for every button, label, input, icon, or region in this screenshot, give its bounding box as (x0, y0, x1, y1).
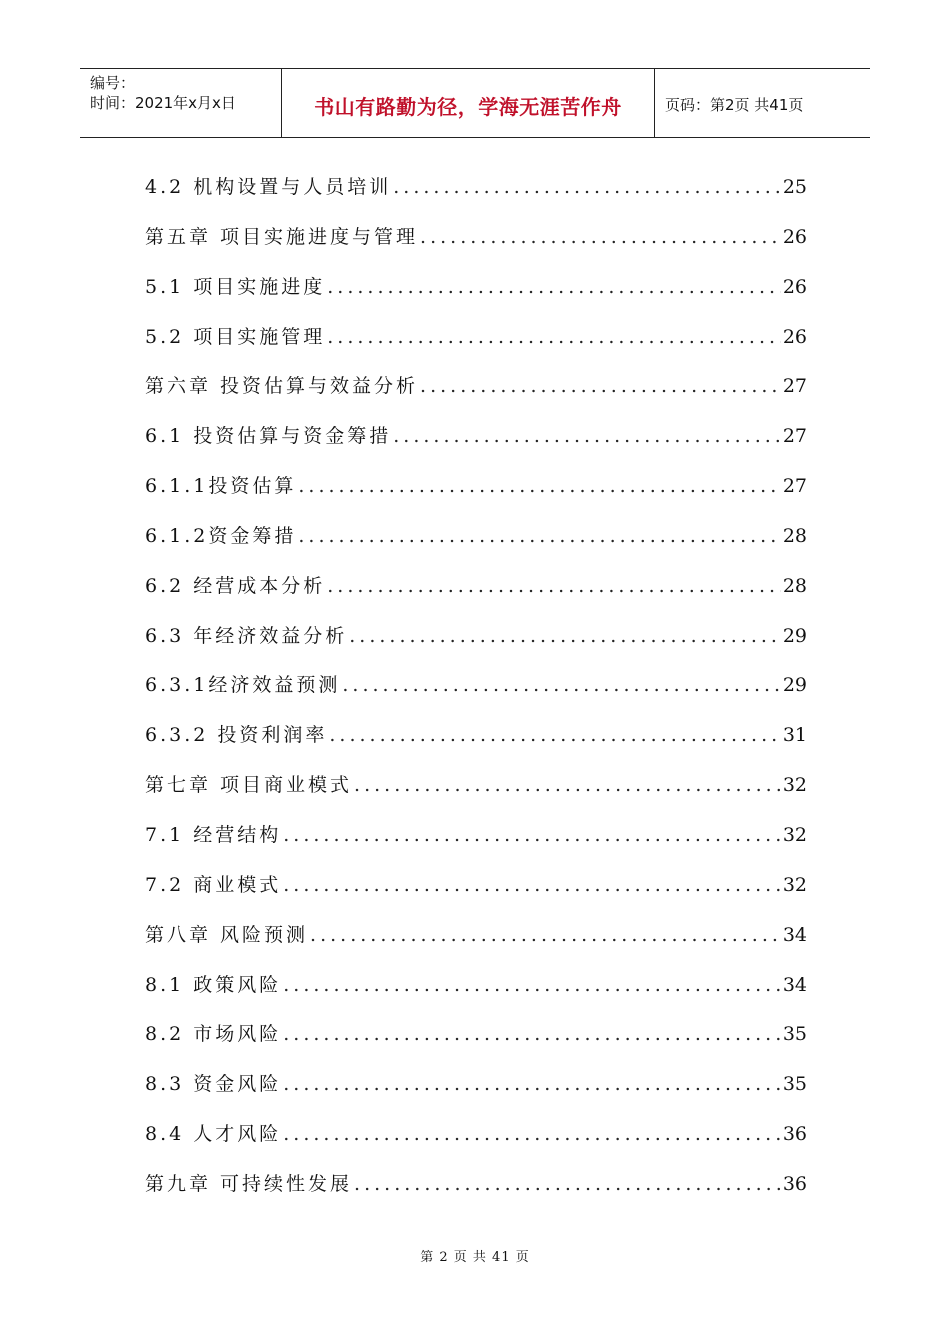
toc-entry-page: 35 (782, 1023, 807, 1046)
toc-dot-leader (327, 326, 781, 348)
toc-entry[interactable] (145, 766, 807, 816)
toc-entry[interactable] (145, 916, 807, 966)
toc-dot-leader (283, 974, 781, 996)
toc-dot-leader (393, 425, 781, 447)
toc-dot-leader (354, 774, 781, 796)
toc-entry[interactable] (145, 218, 807, 268)
toc-entry[interactable] (145, 367, 807, 417)
toc-entry[interactable] (145, 866, 807, 916)
date-text: 时间：2021年x月x日 (90, 94, 236, 112)
toc-line (145, 571, 807, 598)
toc-entry-page: 32 (782, 823, 807, 846)
toc-dot-leader (298, 525, 780, 547)
toc-entry-page: 29 (782, 674, 807, 697)
toc-entry-title: 第五章 项目实施进度与管理 (145, 225, 419, 248)
toc-entry-page: 36 (782, 1172, 807, 1195)
toc-entry-page: 35 (782, 1073, 807, 1096)
toc-line (145, 970, 807, 997)
toc-line (145, 621, 807, 648)
toc-dot-leader (420, 375, 781, 397)
toc-entry[interactable] (145, 517, 807, 567)
toc-entry-page: 34 (782, 923, 807, 946)
number-label: 编号： (90, 74, 136, 92)
toc-line (145, 820, 807, 847)
toc-entry-title: 8.1 政策风险 (145, 973, 282, 996)
toc-entry-page: 26 (782, 225, 807, 248)
toc-entry-title: 6.1 投资估算与资金筹措 (145, 425, 392, 448)
toc-dot-leader (283, 874, 781, 896)
toc-line (145, 371, 807, 398)
toc-line (145, 870, 807, 897)
header-page-cell (655, 69, 870, 137)
toc-entry-page: 26 (782, 325, 807, 348)
toc-entry-title: 5.2 项目实施管理 (145, 325, 326, 348)
toc-line (145, 272, 807, 299)
toc-entry[interactable] (145, 666, 807, 716)
toc-dot-leader (310, 924, 781, 946)
toc-entry-title: 第九章 可持续性发展 (145, 1172, 353, 1195)
toc-entry[interactable] (145, 318, 807, 368)
motto-text: 书山有路勤为径，学海无涯苦作舟 (314, 95, 622, 119)
toc-entry-page: 25 (782, 176, 807, 198)
toc-dot-leader (327, 575, 781, 597)
toc-entry-title: 4.2 机构设置与人员培训 (145, 176, 392, 198)
toc-entry-page: 31 (782, 724, 807, 747)
toc-entry[interactable] (145, 1065, 807, 1115)
toc-entry[interactable] (145, 467, 807, 517)
toc-dot-leader (342, 674, 780, 696)
toc-entry-title: 第七章 项目商业模式 (145, 774, 353, 797)
toc-line (145, 322, 807, 349)
page-header (80, 68, 870, 138)
page-footer: 第 2 页 共 41 页 (420, 1250, 530, 1265)
toc-entry-title: 6.1.1投资估算 (145, 475, 297, 498)
toc-line (145, 770, 807, 797)
toc-entry-page: 29 (782, 624, 807, 647)
toc-entry-page: 34 (782, 973, 807, 996)
header-info-cell (80, 69, 282, 137)
toc-entry-title: 6.3 年经济效益分析 (145, 624, 348, 647)
toc-entry-page: 36 (782, 1123, 807, 1146)
toc-entry-title: 8.4 人才风险 (145, 1123, 282, 1146)
toc-entry-title: 第六章 投资估算与效益分析 (145, 375, 419, 398)
toc-entry[interactable] (145, 617, 807, 667)
toc-entry[interactable] (145, 1015, 807, 1065)
toc-entry-title: 第八章 风险预测 (145, 923, 309, 946)
toc-entry-page: 27 (782, 475, 807, 498)
page-info: 页码：第2页 共41页 (665, 96, 804, 114)
toc-entry-title: 8.3 资金风险 (145, 1073, 282, 1096)
toc-dot-leader (349, 625, 781, 647)
toc-entry-title: 8.2 市场风险 (145, 1023, 282, 1046)
toc-line (145, 920, 807, 947)
toc-entry-page: 32 (782, 774, 807, 797)
toc-entry-title: 6.2 经营成本分析 (145, 574, 326, 597)
toc-entry[interactable] (145, 1165, 807, 1215)
toc-dot-leader (327, 276, 781, 298)
table-of-contents (145, 168, 807, 1215)
toc-entry[interactable] (145, 417, 807, 467)
toc-dot-leader (283, 1123, 781, 1145)
toc-entry[interactable] (145, 966, 807, 1016)
toc-entry-title: 7.1 经营结构 (145, 823, 282, 846)
toc-entry[interactable] (145, 268, 807, 318)
toc-entry[interactable] (145, 567, 807, 617)
toc-line (145, 1019, 807, 1046)
toc-line (145, 421, 807, 448)
toc-line (145, 172, 807, 199)
toc-line (145, 222, 807, 249)
toc-line (145, 1119, 807, 1146)
toc-entry[interactable] (145, 816, 807, 866)
toc-line (145, 1169, 807, 1196)
toc-entry-page: 28 (782, 574, 807, 597)
toc-entry-page: 27 (782, 425, 807, 448)
toc-entry-title: 6.3.1经济效益预测 (145, 674, 341, 697)
toc-entry-page: 32 (782, 873, 807, 896)
toc-line (145, 521, 807, 548)
toc-line (145, 471, 807, 498)
toc-dot-leader (393, 176, 781, 198)
toc-entry-title: 5.1 项目实施进度 (145, 275, 326, 298)
toc-dot-leader (298, 475, 780, 497)
toc-entry-title: 6.1.2资金筹措 (145, 524, 297, 547)
toc-entry[interactable] (145, 1115, 807, 1165)
toc-dot-leader (283, 824, 781, 846)
toc-line (145, 720, 807, 747)
toc-entry-title: 7.2 商业模式 (145, 873, 282, 896)
toc-line (145, 1069, 807, 1096)
toc-entry[interactable] (145, 168, 807, 218)
header-motto-cell (282, 69, 655, 137)
toc-entry-page: 26 (782, 275, 807, 298)
toc-entry-title: 6.3.2 投资利润率 (145, 724, 328, 747)
toc-line (145, 670, 807, 697)
toc-dot-leader (354, 1173, 781, 1195)
toc-dot-leader (283, 1073, 781, 1095)
toc-dot-leader (420, 226, 781, 248)
toc-entry-page: 28 (782, 524, 807, 547)
toc-dot-leader (329, 724, 780, 746)
toc-entry[interactable] (145, 716, 807, 766)
toc-entry-page: 27 (782, 375, 807, 398)
toc-dot-leader (283, 1023, 781, 1045)
